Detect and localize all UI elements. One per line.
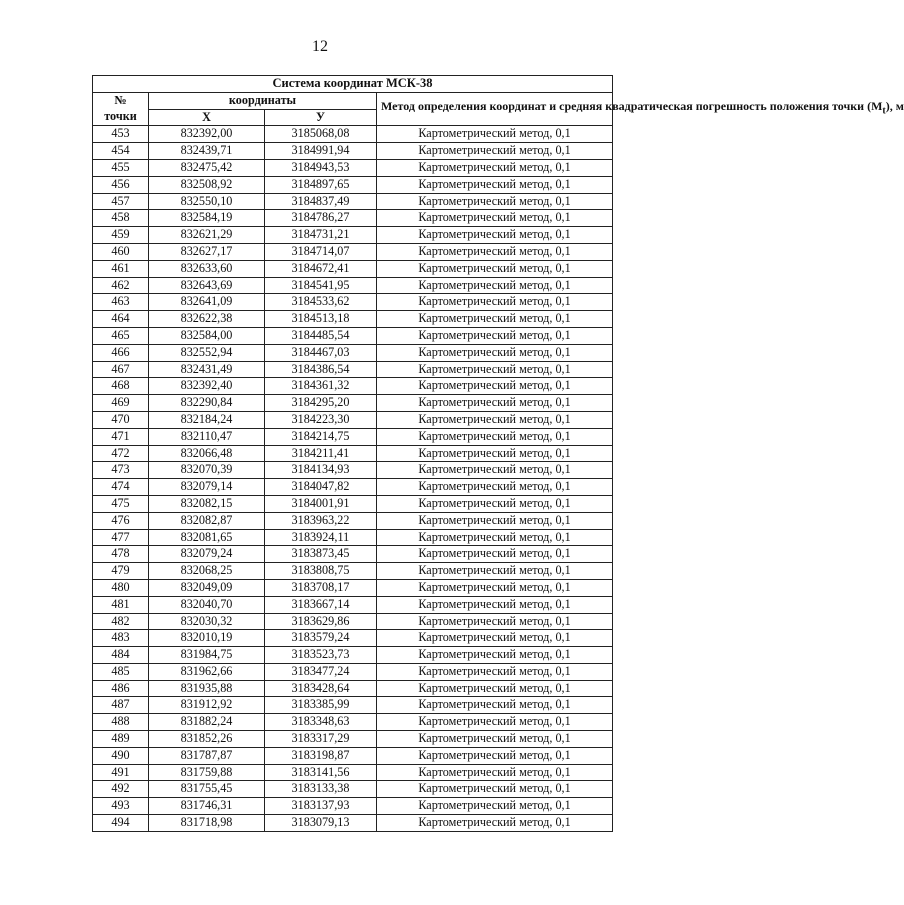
method-cell: Картометрический метод, 0,1 xyxy=(377,428,613,445)
point-number-cell: 463 xyxy=(93,294,149,311)
method-cell: Картометрический метод, 0,1 xyxy=(377,193,613,210)
y-cell: 3183708,17 xyxy=(265,579,377,596)
method-cell: Картометрический метод, 0,1 xyxy=(377,529,613,546)
point-number-cell: 481 xyxy=(93,596,149,613)
method-cell: Картометрический метод, 0,1 xyxy=(377,546,613,563)
table-row xyxy=(93,395,613,412)
y-cell: 3183477,24 xyxy=(265,663,377,680)
x-cell: 832431,49 xyxy=(149,361,265,378)
point-label: точки xyxy=(104,109,137,124)
table-row xyxy=(93,311,613,328)
y-cell: 3185068,08 xyxy=(265,126,377,143)
method-cell: Картометрический метод, 0,1 xyxy=(377,344,613,361)
y-cell: 3184672,41 xyxy=(265,260,377,277)
x-cell: 832081,65 xyxy=(149,529,265,546)
y-cell: 3184386,54 xyxy=(265,361,377,378)
table-row xyxy=(93,563,613,580)
method-cell: Картометрический метод, 0,1 xyxy=(377,277,613,294)
y-cell: 3184541,95 xyxy=(265,277,377,294)
point-number-cell: 490 xyxy=(93,747,149,764)
y-cell: 3184211,41 xyxy=(265,445,377,462)
x-cell: 832049,09 xyxy=(149,579,265,596)
y-cell: 3183137,93 xyxy=(265,798,377,815)
method-cell: Картометрический метод, 0,1 xyxy=(377,596,613,613)
table-row xyxy=(93,495,613,512)
method-cell: Картометрический метод, 0,1 xyxy=(377,294,613,311)
method-cell: Картометрический метод, 0,1 xyxy=(377,176,613,193)
point-number-cell: 482 xyxy=(93,613,149,630)
table-row xyxy=(93,462,613,479)
x-cell: 832584,00 xyxy=(149,327,265,344)
method-cell: Картометрический метод, 0,1 xyxy=(377,311,613,328)
table-row xyxy=(93,579,613,596)
table-row xyxy=(93,663,613,680)
y-cell: 3184223,30 xyxy=(265,411,377,428)
y-cell: 3183629,86 xyxy=(265,613,377,630)
y-cell: 3184047,82 xyxy=(265,479,377,496)
point-number-cell: 488 xyxy=(93,714,149,731)
y-cell: 3184361,32 xyxy=(265,378,377,395)
point-number-cell: 486 xyxy=(93,680,149,697)
point-number-cell: 459 xyxy=(93,227,149,244)
page-number: 12 xyxy=(312,38,328,55)
x-cell: 832392,00 xyxy=(149,126,265,143)
x-cell: 831912,92 xyxy=(149,697,265,714)
point-number-cell: 483 xyxy=(93,630,149,647)
method-cell: Картометрический метод, 0,1 xyxy=(377,159,613,176)
y-cell: 3183523,73 xyxy=(265,647,377,664)
y-cell: 3184943,53 xyxy=(265,159,377,176)
method-cell: Картометрический метод, 0,1 xyxy=(377,747,613,764)
method-cell: Картометрический метод, 0,1 xyxy=(377,714,613,731)
x-cell: 832643,69 xyxy=(149,277,265,294)
method-cell: Картометрический метод, 0,1 xyxy=(377,663,613,680)
y-cell: 3183667,14 xyxy=(265,596,377,613)
point-number-cell: 494 xyxy=(93,815,149,832)
table-row xyxy=(93,647,613,664)
table-row xyxy=(93,798,613,815)
table-row xyxy=(93,361,613,378)
table-row xyxy=(93,143,613,160)
table-row xyxy=(93,126,613,143)
table-row xyxy=(93,596,613,613)
table-row xyxy=(93,159,613,176)
point-number-cell: 470 xyxy=(93,411,149,428)
method-cell: Картометрический метод, 0,1 xyxy=(377,243,613,260)
x-cell: 831787,87 xyxy=(149,747,265,764)
table-row xyxy=(93,445,613,462)
x-cell: 832010,19 xyxy=(149,630,265,647)
y-cell: 3184467,03 xyxy=(265,344,377,361)
x-cell: 832082,15 xyxy=(149,495,265,512)
method-cell: Картометрический метод, 0,1 xyxy=(377,815,613,832)
table-row xyxy=(93,680,613,697)
y-cell: 3184134,93 xyxy=(265,462,377,479)
point-number-header xyxy=(93,92,149,126)
y-cell: 3183385,99 xyxy=(265,697,377,714)
y-cell: 3184786,27 xyxy=(265,210,377,227)
x-cell: 832550,10 xyxy=(149,193,265,210)
table-row xyxy=(93,344,613,361)
point-number-cell: 478 xyxy=(93,546,149,563)
method-cell: Картометрический метод, 0,1 xyxy=(377,647,613,664)
table-row xyxy=(93,277,613,294)
point-number-cell: 456 xyxy=(93,176,149,193)
table-row xyxy=(93,815,613,832)
y-cell: 3184533,62 xyxy=(265,294,377,311)
method-cell: Картометрический метод, 0,1 xyxy=(377,479,613,496)
y-cell: 3183141,56 xyxy=(265,764,377,781)
y-cell: 3184513,18 xyxy=(265,311,377,328)
point-number-cell: 460 xyxy=(93,243,149,260)
x-cell: 832584,19 xyxy=(149,210,265,227)
method-cell: Картометрический метод, 0,1 xyxy=(377,512,613,529)
table-row xyxy=(93,428,613,445)
x-cell: 832475,42 xyxy=(149,159,265,176)
method-cell: Картометрический метод, 0,1 xyxy=(377,210,613,227)
method-cell: Картометрический метод, 0,1 xyxy=(377,327,613,344)
y-cell: 3184897,65 xyxy=(265,176,377,193)
x-cell: 832392,40 xyxy=(149,378,265,395)
method-cell: Картометрический метод, 0,1 xyxy=(377,630,613,647)
point-number-cell: 492 xyxy=(93,781,149,798)
point-number-cell: 485 xyxy=(93,663,149,680)
y-cell: 3183579,24 xyxy=(265,630,377,647)
x-cell: 832068,25 xyxy=(149,563,265,580)
method-cell: Картометрический метод, 0,1 xyxy=(377,764,613,781)
table-row xyxy=(93,529,613,546)
method-cell: Картометрический метод, 0,1 xyxy=(377,445,613,462)
point-number-cell: 474 xyxy=(93,479,149,496)
point-number-cell: 473 xyxy=(93,462,149,479)
table-row xyxy=(93,294,613,311)
x-cell: 832184,24 xyxy=(149,411,265,428)
y-cell: 3183924,11 xyxy=(265,529,377,546)
point-number-cell: 489 xyxy=(93,731,149,748)
point-number-cell: 454 xyxy=(93,143,149,160)
table-row xyxy=(93,613,613,630)
table-row xyxy=(93,697,613,714)
x-cell: 832066,48 xyxy=(149,445,265,462)
method-cell: Картометрический метод, 0,1 xyxy=(377,361,613,378)
method-cell: Картометрический метод, 0,1 xyxy=(377,680,613,697)
method-header-text: Метод определения координат и средняя квадратическая погрешность положения точки (M xyxy=(381,99,883,113)
x-cell: 831759,88 xyxy=(149,764,265,781)
method-header-subscript: t xyxy=(882,105,886,117)
method-cell: Картометрический метод, 0,1 xyxy=(377,143,613,160)
point-number-cell: 471 xyxy=(93,428,149,445)
method-cell: Картометрический метод, 0,1 xyxy=(377,579,613,596)
method-cell: Картометрический метод, 0,1 xyxy=(377,395,613,412)
x-cell: 832621,29 xyxy=(149,227,265,244)
x-cell: 832641,09 xyxy=(149,294,265,311)
x-cell: 832040,70 xyxy=(149,596,265,613)
y-cell: 3183133,38 xyxy=(265,781,377,798)
method-cell: Картометрический метод, 0,1 xyxy=(377,260,613,277)
point-number-cell: 462 xyxy=(93,277,149,294)
table-title: Система координат МСК-38 xyxy=(93,76,613,93)
table-row xyxy=(93,210,613,227)
y-cell: 3184295,20 xyxy=(265,395,377,412)
coordinates-table xyxy=(92,75,904,832)
point-number-cell: 455 xyxy=(93,159,149,176)
table-row xyxy=(93,630,613,647)
y-cell: 3184991,94 xyxy=(265,143,377,160)
x-cell: 832633,60 xyxy=(149,260,265,277)
x-cell: 832439,71 xyxy=(149,143,265,160)
x-cell: 832622,38 xyxy=(149,311,265,328)
y-cell: 3183348,63 xyxy=(265,714,377,731)
method-cell: Картометрический метод, 0,1 xyxy=(377,731,613,748)
x-cell: 832110,47 xyxy=(149,428,265,445)
x-header: X xyxy=(149,109,265,126)
method-cell: Картометрический метод, 0,1 xyxy=(377,227,613,244)
x-cell: 831852,26 xyxy=(149,731,265,748)
table-row xyxy=(93,512,613,529)
y-cell: 3183317,29 xyxy=(265,731,377,748)
table-row xyxy=(93,243,613,260)
y-cell: 3183963,22 xyxy=(265,512,377,529)
y-cell: 3184485,54 xyxy=(265,327,377,344)
x-cell: 831882,24 xyxy=(149,714,265,731)
point-number-cell: 491 xyxy=(93,764,149,781)
number-sign-label: № xyxy=(114,93,127,108)
point-number-cell: 479 xyxy=(93,563,149,580)
point-number-cell: 475 xyxy=(93,495,149,512)
x-cell: 832082,87 xyxy=(149,512,265,529)
point-number-cell: 476 xyxy=(93,512,149,529)
x-cell: 831746,31 xyxy=(149,798,265,815)
y-cell: 3183873,45 xyxy=(265,546,377,563)
point-number-cell: 453 xyxy=(93,126,149,143)
method-cell: Картометрический метод, 0,1 xyxy=(377,462,613,479)
method-cell: Картометрический метод, 0,1 xyxy=(377,798,613,815)
x-cell: 832070,39 xyxy=(149,462,265,479)
table-row xyxy=(93,193,613,210)
table-row xyxy=(93,227,613,244)
x-cell: 832552,94 xyxy=(149,344,265,361)
method-cell: Картометрический метод, 0,1 xyxy=(377,697,613,714)
point-number-cell: 493 xyxy=(93,798,149,815)
y-cell: 3184837,49 xyxy=(265,193,377,210)
table-row xyxy=(93,479,613,496)
table-row xyxy=(93,411,613,428)
x-cell: 831755,45 xyxy=(149,781,265,798)
x-cell: 831935,88 xyxy=(149,680,265,697)
point-number-cell: 477 xyxy=(93,529,149,546)
point-number-cell: 464 xyxy=(93,311,149,328)
point-number-cell: 457 xyxy=(93,193,149,210)
table-row xyxy=(93,781,613,798)
x-cell: 832079,24 xyxy=(149,546,265,563)
point-number-cell: 487 xyxy=(93,697,149,714)
point-number-cell: 484 xyxy=(93,647,149,664)
table-row xyxy=(93,764,613,781)
x-cell: 831984,75 xyxy=(149,647,265,664)
y-cell: 3184714,07 xyxy=(265,243,377,260)
y-cell: 3183808,75 xyxy=(265,563,377,580)
table-body xyxy=(93,126,613,831)
method-header-tail: ), м xyxy=(885,99,904,113)
point-number-cell: 480 xyxy=(93,579,149,596)
method-cell: Картометрический метод, 0,1 xyxy=(377,613,613,630)
y-cell: 3184001,91 xyxy=(265,495,377,512)
table-row xyxy=(93,176,613,193)
method-cell: Картометрический метод, 0,1 xyxy=(377,563,613,580)
x-cell: 832079,14 xyxy=(149,479,265,496)
table-row xyxy=(93,378,613,395)
method-cell: Картометрический метод, 0,1 xyxy=(377,411,613,428)
y-cell: 3183198,87 xyxy=(265,747,377,764)
table-row xyxy=(93,731,613,748)
table-row xyxy=(93,546,613,563)
point-number-cell: 466 xyxy=(93,344,149,361)
point-number-cell: 465 xyxy=(93,327,149,344)
x-cell: 832290,84 xyxy=(149,395,265,412)
y-header: У xyxy=(265,109,377,126)
point-number-cell: 469 xyxy=(93,395,149,412)
x-cell: 832627,17 xyxy=(149,243,265,260)
y-cell: 3184214,75 xyxy=(265,428,377,445)
y-cell: 3183079,13 xyxy=(265,815,377,832)
table-row xyxy=(93,327,613,344)
table-row xyxy=(93,747,613,764)
method-cell: Картометрический метод, 0,1 xyxy=(377,495,613,512)
y-cell: 3184731,21 xyxy=(265,227,377,244)
method-cell: Картометрический метод, 0,1 xyxy=(377,781,613,798)
table-row xyxy=(93,260,613,277)
point-number-cell: 461 xyxy=(93,260,149,277)
method-header xyxy=(377,92,904,126)
point-number-cell: 468 xyxy=(93,378,149,395)
y-cell: 3183428,64 xyxy=(265,680,377,697)
x-cell: 832030,32 xyxy=(149,613,265,630)
x-cell: 831718,98 xyxy=(149,815,265,832)
method-cell: Картометрический метод, 0,1 xyxy=(377,126,613,143)
x-cell: 832508,92 xyxy=(149,176,265,193)
x-cell: 831962,66 xyxy=(149,663,265,680)
coordinates-header: координаты xyxy=(149,92,377,109)
method-cell: Картометрический метод, 0,1 xyxy=(377,378,613,395)
table-row xyxy=(93,714,613,731)
point-number-cell: 458 xyxy=(93,210,149,227)
point-number-cell: 472 xyxy=(93,445,149,462)
point-number-cell: 467 xyxy=(93,361,149,378)
